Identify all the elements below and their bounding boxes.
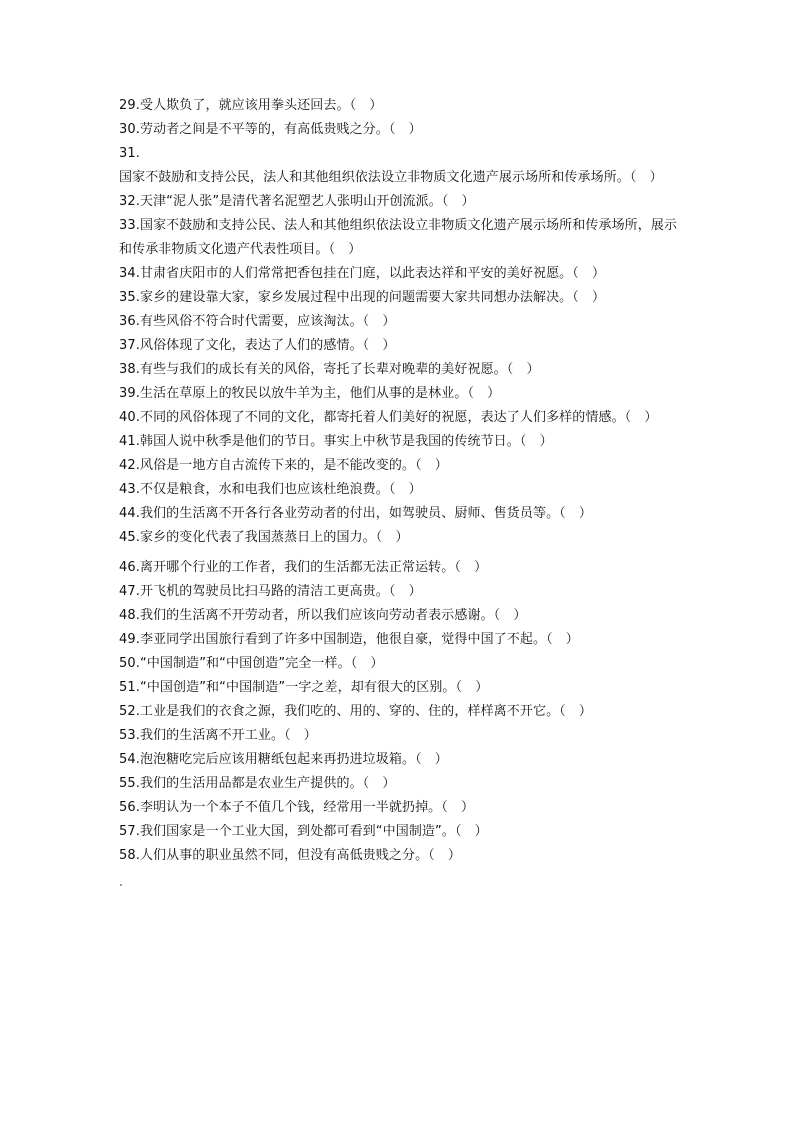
question-item: 52.工业是我们的衣食之源，我们吃的、用的、穿的、住的，样样离不开它。（ ） xyxy=(119,704,592,719)
question-item: 56.李明认为一个本子不值几个钱，经常用一半就扔掉。（ ） xyxy=(119,800,475,815)
question-item: 46.离开哪个行业的工作者，我们的生活都无法正常运转。（ ） xyxy=(119,560,488,575)
question-item: 33.国家不鼓励和支持公民、法人和其他组织依法设立非物质文化遗产展示场所和传承场所，展示和传承非物质文化遗产代表性项目。（ ） xyxy=(119,218,678,257)
question-item: 43.不仅是粮食，水和电我们也应该杜绝浪费。（ ） xyxy=(119,482,422,497)
question-item: 53.我们的生活离不开工业。（ ） xyxy=(119,728,317,743)
question-item: 34.甘肃省庆阳市的人们常常把香包挂在门庭，以此表达祥和平安的美好祝愿。（ ） xyxy=(119,266,606,281)
question-item: 37.风俗体现了文化，表达了人们的感情。（ ） xyxy=(119,338,396,353)
question-item: 39.生活在草原上的牧民以放牛羊为主，他们从事的是林业。（ ） xyxy=(119,386,501,401)
question-item: 29.受人欺负了，就应该用拳头还回去。（ ） xyxy=(119,98,383,113)
question-item: 48.我们的生活离不开劳动者，所以我们应该向劳动者表示感谢。（ ） xyxy=(119,608,527,623)
question-item: 54.泡泡糖吃完后应该用糖纸包起来再扔进垃圾箱。（ ） xyxy=(119,752,448,767)
stray-mark xyxy=(120,884,122,886)
question-item: 57.我们国家是一个工业大国，到处都可看到“中国制造”。（ ） xyxy=(119,824,488,839)
question-item: 31.国家不鼓励和支持公民，法人和其他组织依法设立非物质文化遗产展示场所和传承场所。（ ） xyxy=(119,146,663,185)
question-item: 44.我们的生活离不开各行各业劳动者的付出，如驾驶员、厨师、售货员等。（ ） xyxy=(119,506,592,521)
question-item: 32.天津“泥人张”是清代著名泥塑艺人张明山开创流派。（ ） xyxy=(119,194,475,209)
question-item: 58.人们从事的职业虽然不同，但没有高低贵贱之分。（ ） xyxy=(119,848,461,863)
question-item: 38.有些与我们的成长有关的风俗，寄托了长辈对晚辈的美好祝愿。（ ） xyxy=(119,362,540,377)
question-item: 35.家乡的建设靠大家，家乡发展过程中出现的问题需要大家共同想办法解决。（ ） xyxy=(119,290,606,305)
question-item: 45.家乡的变化代表了我国蒸蒸日上的国力。（ ） xyxy=(119,530,409,545)
question-item: 30.劳动者之间是不平等的，有高低贵贱之分。（ ） xyxy=(119,122,422,137)
question-item: 49.李亚同学出国旅行看到了许多中国制造，他很自豪，觉得中国了不起。（ ） xyxy=(119,632,579,647)
question-item: 41.韩国人说中秋季是他们的节日。事实上中秋节是我国的传统节日。（ ） xyxy=(119,434,553,449)
question-item: 51.“中国创造”和“中国制造”一字之差，却有很大的区别。（ ） xyxy=(119,680,489,695)
question-item: 36.有些风俗不符合时代需要，应该淘汰。（ ） xyxy=(119,314,396,329)
question-item: 50.“中国制造”和“中国创造”完全一样。（ ） xyxy=(119,656,384,671)
question-item: 47.开飞机的驾驶员比扫马路的清洁工更高贵。（ ） xyxy=(119,584,422,599)
question-list xyxy=(119,94,679,868)
question-item: 40.不同的风俗体现了不同的文化，都寄托着人们美好的祝愿，表达了人们多样的情感。（ ） xyxy=(119,410,658,425)
question-item: 42.风俗是一地方自古流传下来的，是不能改变的。（ ） xyxy=(119,458,448,473)
question-item: 55.我们的生活用品都是农业生产提供的。（ ） xyxy=(119,776,396,791)
